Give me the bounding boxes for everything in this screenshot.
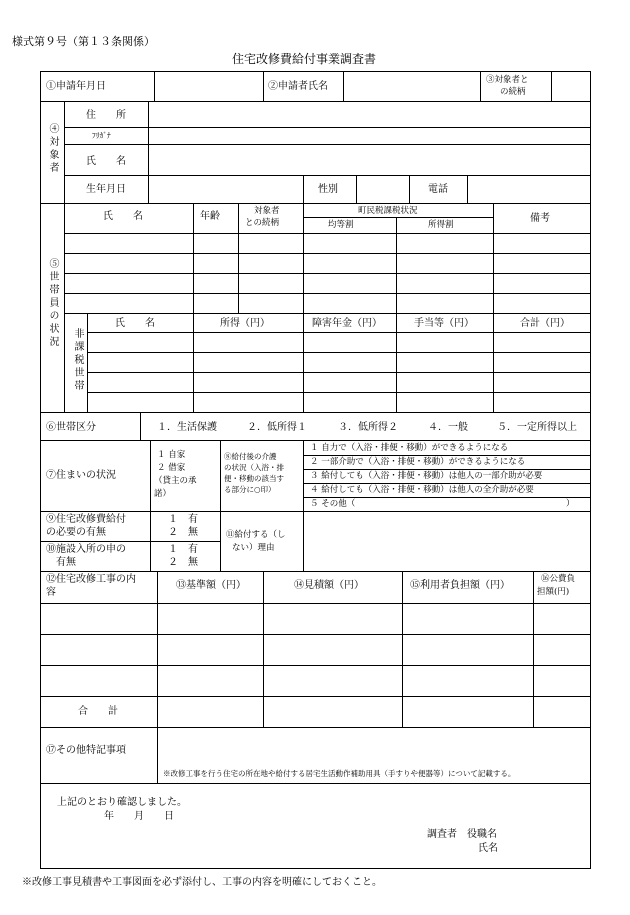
necessity-no: ２ 無 [168,527,198,538]
notes-instruction: ※改修工事を行う住宅の所在地や給付する居宅生活動作補助用具（手すりや便器等）について記載する。 [163,769,516,778]
classification-option-2: ２．低所得１ [247,422,307,433]
facility-yes: １ 有 [168,544,198,555]
classification-option-5: ５．一定所得以上 [497,422,577,433]
care-option-4: ４ 給付しても（入浴・排便・移動）は他人の全介助が必要 [310,485,534,495]
household-section-label: ⑤世帯員の状況 [47,258,58,349]
standard-amount-header: ⑬基準額（円） [176,580,246,591]
relationship-label-2: の続柄 [500,87,526,97]
form-number: 様式第９号（第１３条関係） [12,35,155,48]
works-content-header-2: 容 [46,587,56,598]
birthdate-label: 生年月日 [86,184,126,195]
care-label-3: 便・移動の該当す [224,474,284,483]
page-title: 住宅改修費給付事業調査書 [232,52,377,66]
necessity-yes: １ 有 [168,514,198,525]
applicant-name-label: ②申請者氏名 [268,81,328,92]
facility-label-1: ⑩施設入所の申の [46,544,126,555]
name-label: 氏 名 [86,156,126,167]
classification-option-1: １．生活保護 [157,422,217,433]
household-age-header: 年齢 [200,211,220,222]
sex-label: 性別 [318,184,338,195]
household-relation-header-1: 対象者 [254,206,280,216]
reason-label-2: ない）理由 [232,543,275,553]
nt-allowance-header: 手当等（円） [414,318,474,329]
remarks-header: 備考 [530,213,550,224]
nt-total-header: 合計（円） [520,318,570,329]
housing-rented: ２ 借家 [157,463,186,473]
nt-name-header: 氏 名 [115,318,155,329]
relationship-label-1: ③対象者と [486,75,529,85]
household-relation-header-2: との続柄 [245,218,280,228]
nt-disability-header: 障害年金（円） [312,318,382,329]
investigator-title-label: 調査者 役職名 [427,829,497,840]
income-tax-header: 所得割 [428,220,454,230]
application-date-label: ①申請年月日 [46,81,106,92]
address-label: 住 所 [86,110,126,121]
nt-income-header: 所得（円） [220,318,270,329]
works-content-header-1: ⑫住宅改修工事の内 [46,574,136,585]
classification-option-3: ３．低所得２ [338,422,398,433]
care-option-2: ２ 一部介助で（入浴・排便・移動）ができるようになる [310,457,526,467]
care-option-1: １ 自力で（入浴・排便・移動）ができるようになる [310,443,509,453]
care-option-5-close: ） [566,499,575,509]
necessity-label-2: の必要の有無 [46,527,106,538]
confirmation-statement: 上記のとおり確認しました。 [57,797,187,808]
subject-section-label: ④対象者 [47,123,58,175]
facility-label-2: 有無 [56,557,76,568]
works-total-label: 合 計 [78,706,118,717]
classification-label: ⑥世帯区分 [46,422,96,433]
investigator-name-label: 氏名 [478,843,498,854]
estimate-amount-header: ⑭見積額（円） [294,580,364,591]
care-label-4: る部分に○印） [224,485,276,494]
care-label-2: の状況（入浴・排 [224,463,284,472]
housing-landlord-2: 諾） [154,489,172,499]
facility-no: ２ 無 [168,557,198,568]
per-capita-header: 均等割 [328,220,354,230]
reason-label-1: ⑪給付する（し [226,530,286,540]
public-share-header-2: 担額(円) [537,587,570,597]
necessity-label-1: ⑨住宅改修費給付 [46,514,126,525]
housing-landlord-1: （貸主の承 [154,476,197,486]
user-share-header: ⑮利用者負担額（円） [410,580,510,591]
public-share-header-1: ⑯公費負 [541,574,576,584]
tax-status-header: 町民税課税状況 [358,206,418,216]
footer-note: ※改修工事見積書や工事図面を必ず添付し、工事の内容を明確にしておくこと。 [22,877,382,888]
care-option-5: ５ その他（ [310,499,356,509]
notes-label: ⑰その他特記事項 [46,745,126,756]
housing-owned: １ 自家 [157,450,186,460]
classification-option-4: ４．一般 [428,422,468,433]
confirmation-date: 年 月 日 [104,811,174,822]
housing-label: ⑦住まいの状況 [46,470,116,481]
household-name-header: 氏 名 [103,211,143,222]
care-label-1: ⑧給付後の介護 [224,452,277,461]
phone-label: 電話 [428,184,448,195]
care-option-3: ３ 給付しても（入浴・排便・移動）は他人の一部介助が必要 [310,471,543,481]
non-taxable-label: 非課税世帯 [72,328,83,393]
furigana-label: ﾌﾘｶﾞﾅ [92,131,111,140]
